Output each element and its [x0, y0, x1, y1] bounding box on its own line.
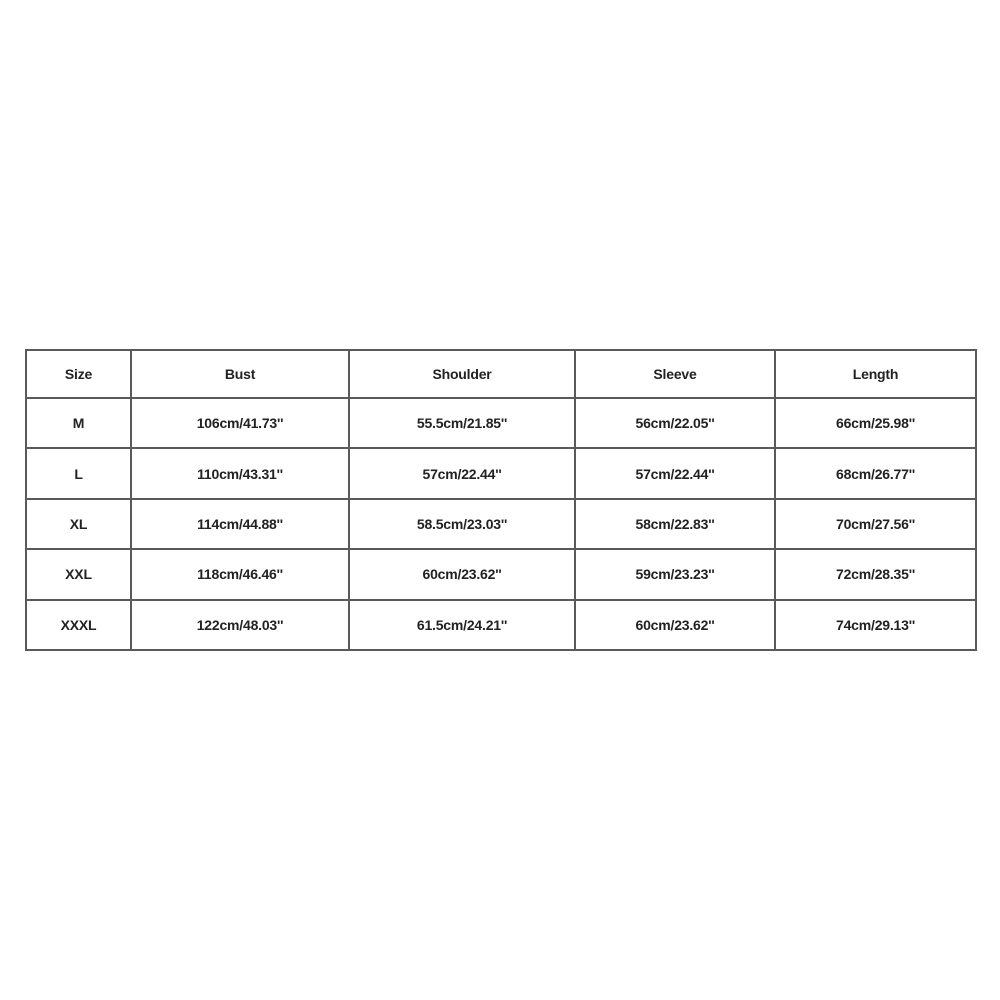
cell-length: 74cm/29.13'': [775, 600, 976, 650]
header-size: Size: [26, 350, 131, 398]
cell-shoulder: 58.5cm/23.03'': [349, 499, 575, 549]
cell-length: 68cm/26.77'': [775, 448, 976, 498]
table-row: [26, 499, 976, 549]
cell-length: 66cm/25.98'': [775, 398, 976, 448]
cell-shoulder: 61.5cm/24.21'': [349, 600, 575, 650]
cell-size: L: [26, 448, 131, 498]
table-row: [26, 549, 976, 599]
header-shoulder: Shoulder: [349, 350, 575, 398]
cell-bust: 106cm/41.73'': [131, 398, 349, 448]
cell-sleeve: 58cm/22.83'': [575, 499, 775, 549]
cell-bust: 122cm/48.03'': [131, 600, 349, 650]
size-chart-table: [25, 349, 977, 651]
cell-shoulder: 55.5cm/21.85'': [349, 398, 575, 448]
cell-length: 72cm/28.35'': [775, 549, 976, 599]
cell-bust: 114cm/44.88'': [131, 499, 349, 549]
cell-length: 70cm/27.56'': [775, 499, 976, 549]
cell-size: XL: [26, 499, 131, 549]
header-sleeve: Sleeve: [575, 350, 775, 398]
cell-sleeve: 59cm/23.23'': [575, 549, 775, 599]
cell-sleeve: 56cm/22.05'': [575, 398, 775, 448]
table-row: [26, 600, 976, 650]
cell-sleeve: 60cm/23.62'': [575, 600, 775, 650]
table-header-row: [26, 350, 976, 398]
cell-bust: 110cm/43.31'': [131, 448, 349, 498]
cell-shoulder: 60cm/23.62'': [349, 549, 575, 599]
table-row: [26, 448, 976, 498]
cell-bust: 118cm/46.46'': [131, 549, 349, 599]
cell-shoulder: 57cm/22.44'': [349, 448, 575, 498]
table-row: [26, 398, 976, 448]
header-length: Length: [775, 350, 976, 398]
cell-size: M: [26, 398, 131, 448]
cell-size: XXXL: [26, 600, 131, 650]
cell-sleeve: 57cm/22.44'': [575, 448, 775, 498]
header-bust: Bust: [131, 350, 349, 398]
cell-size: XXL: [26, 549, 131, 599]
